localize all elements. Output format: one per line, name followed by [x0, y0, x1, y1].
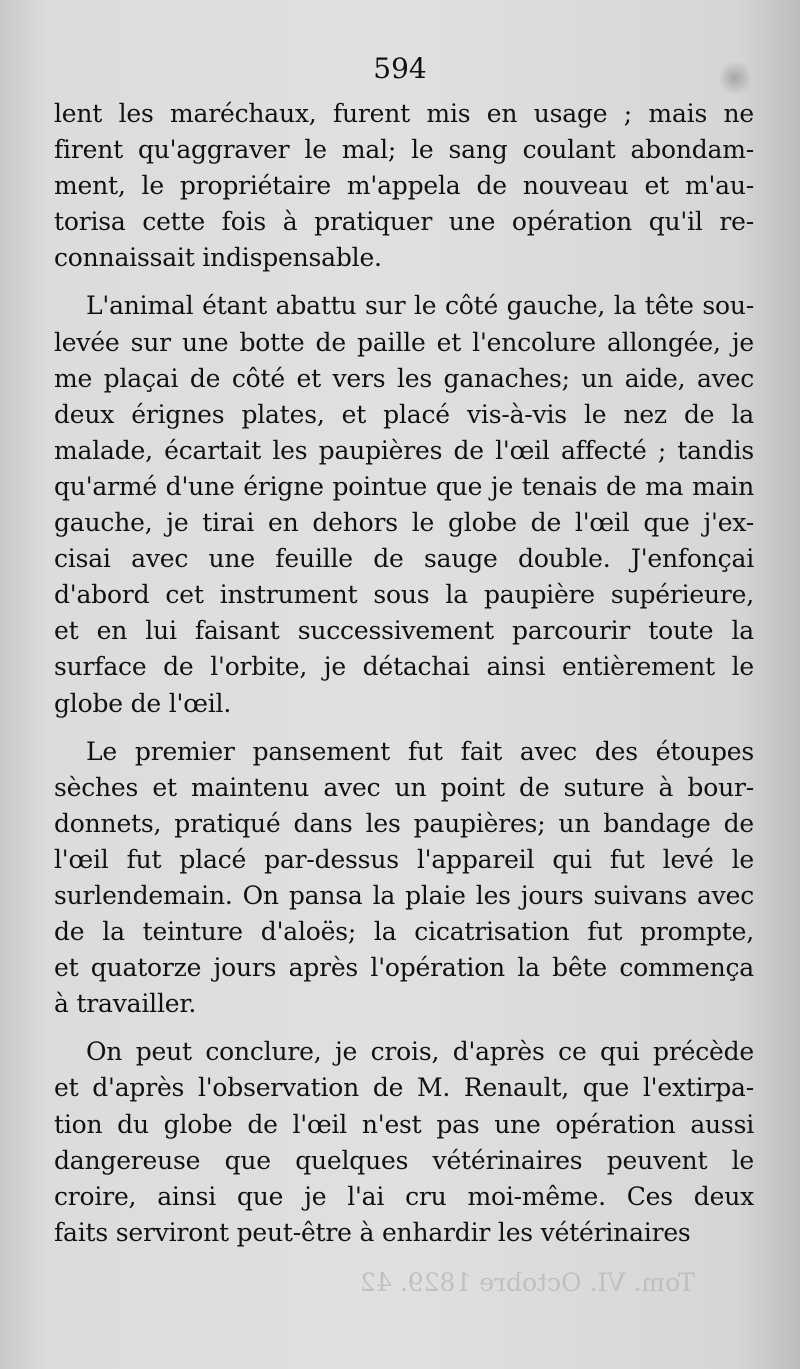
text-line: On peut conclure, je crois, d'après ce qui précède [86, 1037, 754, 1067]
bleed-through-signature: Tom. VI. Octobre 1829. 42 [360, 1268, 695, 1297]
text-line: gauche, je tirai en dehors le globe de l'œil que j'ex- [54, 508, 754, 538]
text-line: me plaçai de côté et vers les ganaches; un aide, avec [54, 363, 754, 393]
text-line: tion du globe de l'œil n'est pas une opération aussi [54, 1109, 754, 1139]
text-line: deux érignes plates, et placé vis-à-vis le nez de la [54, 399, 754, 429]
page-number: 594 [373, 52, 427, 85]
text-line: d'abord cet instrument sous la paupière supérieure, [54, 580, 754, 610]
text-line: sèches et maintenu avec un point de suture à bour- [54, 772, 754, 802]
text-line: cisai avec une feuille de sauge double. J'enfonçai [54, 544, 754, 574]
paragraph-gap [54, 722, 754, 734]
paragraph-gap [54, 1022, 754, 1034]
text-line: croire, ainsi que je l'ai cru moi-même. Ces deux [54, 1181, 754, 1211]
paragraph [54, 734, 754, 1023]
text-line: lent les maréchaux, furent mis en usage ; mais ne [54, 99, 754, 128]
text-line: torisa cette fois à pratiquer une opération qu'il re- [54, 207, 754, 237]
text-line: L'animal étant abattu sur le côté gauche, la tête sou- [86, 291, 754, 321]
body-text [54, 96, 754, 1251]
text-line: l'œil fut placé par-dessus l'appareil qui fut levé le [54, 844, 754, 874]
text-line: connaissait indispensable. [54, 243, 382, 273]
text-line: ment, le propriétaire m'appela de nouveau et m'au- [54, 171, 754, 201]
text-line: donnets, pratiqué dans les paupières; un bandage de [54, 808, 754, 838]
text-line: firent qu'aggraver le mal; le sang coulant abondam- [54, 135, 754, 165]
text-line: globe de l'œil. [54, 688, 232, 718]
text-line: surface de l'orbite, je détachai ainsi entièrement le [54, 652, 754, 682]
text-line: à travailler. [54, 989, 197, 1019]
text-line: malade, écartait les paupières de l'œil affecté ; tandis [54, 435, 754, 465]
text-line: qu'armé d'une érigne pointue que je tenais de ma main [54, 471, 754, 501]
text-line: levée sur une botte de paille et l'encolure allongée, je [54, 327, 754, 357]
text-line: dangereuse que quelques vétérinaires peuvent le [54, 1145, 754, 1175]
paragraph [54, 288, 754, 721]
paragraph [54, 96, 754, 276]
text-line: surlendemain. On pansa la plaie les jours suivans avec [54, 880, 754, 910]
text-line: et en lui faisant successivement parcourir toute la [54, 616, 754, 646]
paragraph-gap [54, 276, 754, 288]
text-line: faits serviront peut-être à enhardir les vétérinaires [54, 1217, 691, 1247]
text-line: Le premier pansement fut fait avec des étoupes [86, 736, 754, 766]
text-line: et d'après l'observation de M. Renault, que l'extirpa- [54, 1073, 754, 1103]
text-line: et quatorze jours après l'opération la bête commença [54, 953, 754, 983]
paragraph [54, 1034, 754, 1251]
text-line: de la teinture d'aloës; la cicatrisation fut prompte, [54, 917, 754, 947]
